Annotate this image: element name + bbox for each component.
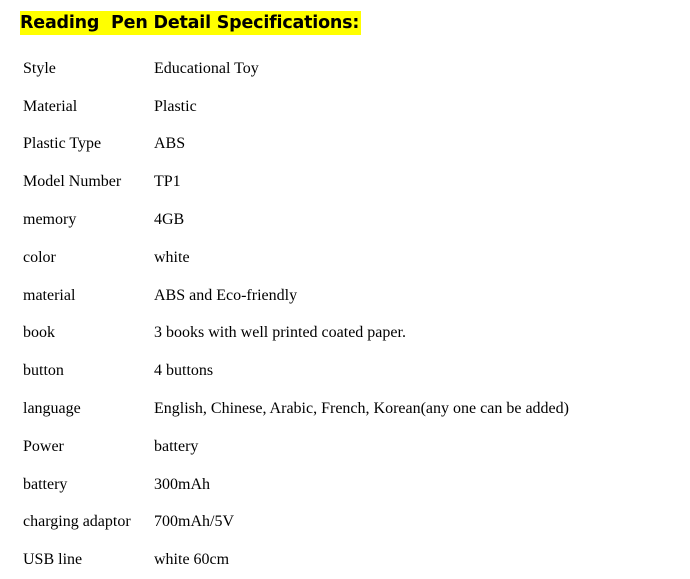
spec-value: 4GB: [154, 211, 185, 229]
spec-label: language: [23, 400, 81, 418]
spec-row-plastic-type: [23, 126, 569, 164]
spec-label: charging adaptor: [23, 513, 131, 531]
spec-label: Model Number: [23, 173, 122, 191]
spec-label: material: [23, 286, 76, 304]
spec-row-color: [23, 239, 569, 277]
spec-label: battery: [23, 475, 68, 493]
spec-value: 300mAh: [154, 475, 210, 493]
spec-label: Material: [23, 97, 78, 115]
spec-label: Power: [23, 437, 64, 455]
spec-value: ABS: [154, 135, 186, 153]
spec-value: 3 books with well printed coated paper.: [154, 324, 406, 342]
spec-row-memory: [23, 201, 569, 239]
spec-label: USB line: [23, 551, 83, 569]
spec-row-material: [23, 88, 569, 126]
spec-row-language: [23, 390, 569, 428]
spec-row-battery: [23, 466, 569, 504]
spec-row-model-number: [23, 163, 569, 201]
spec-value: 4 buttons: [154, 362, 214, 380]
spec-label: book: [23, 324, 55, 342]
spec-value: Plastic: [154, 97, 197, 115]
specifications-table: [23, 50, 569, 579]
spec-row-button: [23, 352, 569, 390]
spec-row-book: [23, 315, 569, 353]
spec-row-charging-adaptor: [23, 504, 569, 542]
spec-value: English, Chinese, Arabic, French, Korean(any one can be added): [154, 400, 569, 418]
spec-value: battery: [154, 437, 199, 455]
spec-label: Plastic Type: [23, 135, 102, 153]
spec-value: Educational Toy: [154, 59, 259, 77]
spec-label: memory: [23, 211, 77, 229]
spec-row-usb-line: [23, 541, 569, 579]
spec-value: TP1: [154, 173, 181, 191]
spec-value: ABS and Eco-friendly: [154, 286, 298, 304]
spec-label: Style: [23, 59, 56, 77]
spec-value: white: [154, 248, 190, 266]
spec-row-material-detail: [23, 277, 569, 315]
spec-label: color: [23, 248, 56, 266]
spec-label: button: [23, 362, 64, 380]
spec-row-power: [23, 428, 569, 466]
page-heading: Reading Pen Detail Specifications:: [20, 13, 360, 33]
spec-value: 700mAh/5V: [154, 513, 234, 531]
spec-value: white 60cm: [154, 551, 230, 569]
spec-row-style: [23, 50, 569, 88]
